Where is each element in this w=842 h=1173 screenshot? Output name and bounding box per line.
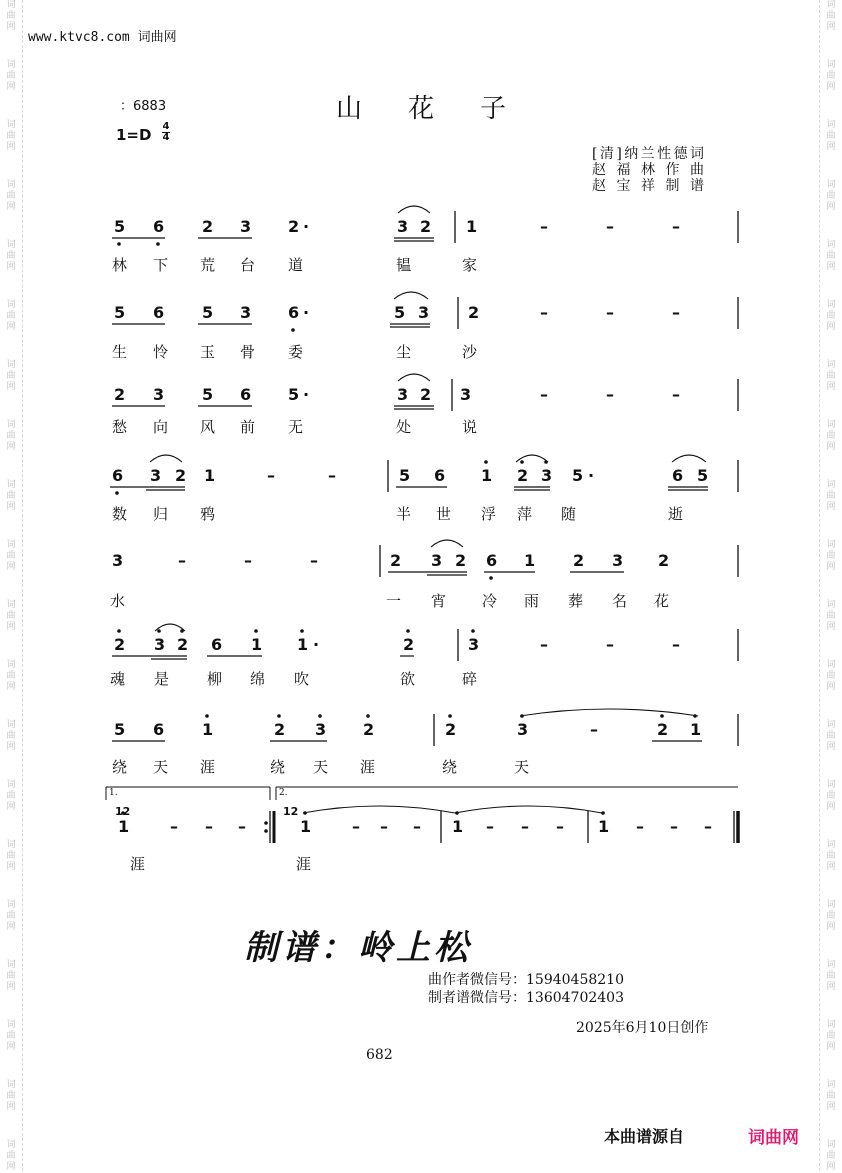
jianpu-note: – bbox=[310, 551, 318, 570]
jianpu-note: 1 bbox=[118, 817, 130, 836]
watermark-text: 词 曲 网 bbox=[826, 420, 836, 452]
lyric-char: 萍 bbox=[517, 505, 533, 523]
octave-dot bbox=[117, 242, 121, 246]
lyric-char: 沙 bbox=[462, 343, 478, 361]
jianpu-note: – bbox=[380, 817, 388, 836]
jianpu-note: 6 bbox=[486, 551, 498, 570]
jianpu-note: 5 bbox=[114, 303, 126, 322]
watermark-text: 词 曲 网 bbox=[826, 480, 836, 512]
lyric-char: 花 bbox=[654, 592, 670, 610]
watermark-text: 词 曲 网 bbox=[6, 180, 16, 212]
watermark-text: 词 曲 网 bbox=[826, 120, 836, 152]
watermark-text: 词 曲 网 bbox=[6, 480, 16, 512]
jianpu-note: – bbox=[205, 817, 213, 836]
jianpu-note: 5 bbox=[202, 385, 214, 404]
jianpu-note: 3 bbox=[612, 551, 624, 570]
jianpu-note: – bbox=[540, 385, 548, 404]
jianpu-note: 3 bbox=[240, 303, 252, 322]
octave-dot bbox=[264, 829, 268, 833]
jianpu-note: 5 bbox=[114, 217, 126, 236]
jianpu-note: 6 bbox=[211, 635, 223, 654]
lyric-char: 台 bbox=[240, 256, 256, 274]
jianpu-note: 1 bbox=[452, 817, 464, 836]
jianpu-note: 6 bbox=[112, 466, 124, 485]
octave-dot bbox=[448, 714, 452, 718]
jianpu-note: 3 bbox=[460, 385, 472, 404]
jianpu-note: 2 bbox=[403, 635, 415, 654]
octave-dot bbox=[318, 714, 322, 718]
brand-logo[interactable]: 词曲网 bbox=[748, 1128, 799, 1148]
song-title: 山花子 bbox=[335, 94, 552, 124]
watermark-text: 词 曲 网 bbox=[826, 960, 836, 992]
site-url[interactable]: www.ktvc8.com 词曲网 bbox=[28, 30, 177, 45]
watermark-text: 词 曲 网 bbox=[826, 1080, 836, 1112]
watermark-text: 词 曲 网 bbox=[826, 900, 836, 932]
watermark-text: 词 曲 网 bbox=[6, 780, 16, 812]
watermark-text: 词 曲 网 bbox=[6, 1140, 16, 1172]
lyric-char: 无 bbox=[288, 418, 304, 436]
lyric-char: 绕 bbox=[442, 758, 458, 776]
watermark-text: 词 曲 网 bbox=[6, 300, 16, 332]
creation-date: 2025年6月10日创作 bbox=[576, 1020, 709, 1036]
octave-dot bbox=[300, 629, 304, 633]
lyric-char: 涯 bbox=[200, 758, 216, 776]
lyric-char: 韫 bbox=[396, 256, 412, 274]
lyric-char: 魂 bbox=[110, 670, 126, 688]
jianpu-note: – bbox=[170, 817, 178, 836]
song-code: ：6883 bbox=[120, 99, 167, 114]
lyric-char: 绵 bbox=[250, 670, 266, 688]
lyric-char: 名 bbox=[612, 592, 628, 610]
watermark-text: 词 曲 网 bbox=[826, 360, 836, 392]
watermark-text: 词 曲 网 bbox=[826, 660, 836, 692]
watermark-text: 词 曲 网 bbox=[826, 840, 836, 872]
lyric-char: 天 bbox=[514, 758, 530, 776]
watermark-text: 词 曲 网 bbox=[826, 0, 836, 32]
jianpu-note: 3 bbox=[153, 385, 165, 404]
jianpu-note: 2 bbox=[202, 217, 214, 236]
lyric-char: 欲 bbox=[400, 670, 416, 688]
jianpu-note: 2 bbox=[114, 385, 126, 404]
jianpu-note: 3 bbox=[397, 385, 409, 404]
jianpu-note: – bbox=[606, 303, 614, 322]
lyric-char: 愁 bbox=[112, 418, 128, 436]
jianpu-note: 5 bbox=[399, 466, 411, 485]
jianpu-note: 2 bbox=[420, 385, 432, 404]
lyric-char: 柳 bbox=[207, 670, 223, 688]
jianpu-note: 1 bbox=[297, 635, 309, 654]
jianpu-note: 3 bbox=[315, 720, 327, 739]
jianpu-note: 2 bbox=[177, 635, 189, 654]
octave-dot bbox=[489, 576, 493, 580]
jianpu-note: 2 bbox=[288, 217, 300, 236]
jianpu-note: · bbox=[303, 303, 310, 322]
jianpu-note: – bbox=[540, 303, 548, 322]
jianpu-note: 6 bbox=[434, 466, 446, 485]
octave-dot bbox=[520, 460, 524, 464]
watermark-text: 词 曲 网 bbox=[6, 240, 16, 272]
lyric-char: 委 bbox=[288, 343, 304, 361]
jianpu-note: – bbox=[238, 817, 246, 836]
watermark-text: 词 曲 网 bbox=[6, 600, 16, 632]
lyric-char: 处 bbox=[396, 418, 412, 436]
key-signature: 1=D bbox=[116, 126, 152, 144]
octave-dot bbox=[117, 629, 121, 633]
rhythm-mark: 12 bbox=[115, 805, 131, 818]
jianpu-note: 6 bbox=[240, 385, 252, 404]
jianpu-note: – bbox=[486, 817, 494, 836]
lyric-char: 荒 bbox=[200, 256, 216, 274]
watermark-text: 词 曲 网 bbox=[6, 960, 16, 992]
jianpu-note: 3 bbox=[240, 217, 252, 236]
lyric-char: 葬 bbox=[568, 592, 584, 610]
jianpu-note: 1 bbox=[204, 466, 216, 485]
jianpu-note: – bbox=[672, 635, 680, 654]
lyric-char: 林 bbox=[112, 256, 128, 274]
lyric-char: 骨 bbox=[240, 343, 256, 361]
slur bbox=[303, 806, 455, 813]
jianpu-note: 1 bbox=[524, 551, 536, 570]
jianpu-note: 1 bbox=[300, 817, 312, 836]
octave-dot bbox=[601, 811, 605, 815]
jianpu-note: – bbox=[606, 385, 614, 404]
lyric-char: 天 bbox=[153, 758, 169, 776]
jianpu-note: 1 bbox=[481, 466, 493, 485]
lyric-char: 绕 bbox=[112, 758, 128, 776]
jianpu-note: – bbox=[672, 385, 680, 404]
jianpu-note: · bbox=[313, 635, 320, 654]
watermark-text: 词 曲 网 bbox=[826, 1140, 836, 1172]
jianpu-note: 2 bbox=[445, 720, 457, 739]
watermark-text: 词 曲 网 bbox=[6, 420, 16, 452]
jianpu-note: – bbox=[704, 817, 712, 836]
time-signature: 4 4 bbox=[162, 121, 170, 143]
watermark-text: 词 曲 网 bbox=[6, 1020, 16, 1052]
jianpu-note: 3 bbox=[397, 217, 409, 236]
jianpu-note: 2 bbox=[175, 466, 187, 485]
jianpu-note: 1 bbox=[690, 720, 702, 739]
jianpu-note: 5 bbox=[114, 720, 126, 739]
jianpu-note: – bbox=[540, 217, 548, 236]
lyric-char: 宵 bbox=[431, 592, 447, 610]
composer: 赵福林作曲 bbox=[592, 162, 704, 178]
octave-dot bbox=[277, 714, 281, 718]
slur bbox=[150, 455, 182, 462]
volta-2: 2. bbox=[279, 788, 288, 798]
lyricist: [清]纳兰性德词 bbox=[592, 146, 704, 162]
watermark-text: 词 曲 网 bbox=[826, 60, 836, 92]
watermark-text: 词 曲 网 bbox=[6, 360, 16, 392]
watermark-text: 词 曲 网 bbox=[826, 720, 836, 752]
jianpu-note: 5 bbox=[394, 303, 406, 322]
watermark-text: 词 曲 网 bbox=[826, 540, 836, 572]
lyric-char: 一 bbox=[386, 592, 402, 610]
jianpu-note: 2 bbox=[390, 551, 402, 570]
lyric-char: 涯 bbox=[130, 855, 146, 873]
slur bbox=[398, 206, 430, 213]
jianpu-note: 5 bbox=[697, 466, 709, 485]
jianpu-note: 2 bbox=[517, 466, 529, 485]
watermark-text: 词 曲 网 bbox=[826, 300, 836, 332]
jianpu-note: 3 bbox=[517, 720, 529, 739]
lyric-char: 向 bbox=[153, 418, 169, 436]
octave-dot bbox=[366, 714, 370, 718]
jianpu-note: · bbox=[303, 385, 310, 404]
octave-dot bbox=[660, 714, 664, 718]
jianpu-note: 3 bbox=[468, 635, 480, 654]
jianpu-note: 3 bbox=[541, 466, 553, 485]
octave-dot bbox=[157, 629, 161, 633]
jianpu-note: · bbox=[303, 217, 310, 236]
slur bbox=[672, 455, 706, 462]
slur bbox=[394, 292, 428, 299]
jianpu-note: – bbox=[606, 217, 614, 236]
jianpu-note: – bbox=[670, 817, 678, 836]
octave-dot bbox=[264, 821, 268, 825]
jianpu-note: – bbox=[540, 635, 548, 654]
jianpu-note: 1 bbox=[598, 817, 610, 836]
jianpu-note: – bbox=[556, 817, 564, 836]
jianpu-note: 6 bbox=[153, 217, 165, 236]
lyric-char: 道 bbox=[288, 256, 304, 274]
octave-dot bbox=[520, 714, 524, 718]
maker-signature: 制谱：岭上松 bbox=[244, 928, 472, 968]
lyric-char: 是 bbox=[154, 670, 170, 688]
octave-dot bbox=[303, 811, 307, 815]
lyric-char: 生 bbox=[112, 343, 128, 361]
lyric-char: 下 bbox=[153, 256, 169, 274]
watermark-text: 词 曲 网 bbox=[826, 240, 836, 272]
jianpu-note: 1 bbox=[202, 720, 214, 739]
lyric-char: 前 bbox=[240, 418, 256, 436]
arranger: 赵宝祥制谱 bbox=[592, 178, 704, 194]
octave-dot bbox=[693, 714, 697, 718]
octave-dot bbox=[406, 629, 410, 633]
lyric-char: 吹 bbox=[294, 670, 310, 688]
octave-dot bbox=[291, 328, 295, 332]
jianpu-note: 6 bbox=[153, 303, 165, 322]
lyric-char: 涯 bbox=[360, 758, 376, 776]
watermark-text: 词 曲 网 bbox=[6, 1080, 16, 1112]
jianpu-note: – bbox=[521, 817, 529, 836]
lyric-char: 说 bbox=[462, 418, 478, 436]
octave-dot bbox=[180, 629, 184, 633]
jianpu-note: 2 bbox=[455, 551, 467, 570]
lyric-char: 冷 bbox=[482, 592, 498, 610]
octave-dot bbox=[115, 491, 119, 495]
jianpu-note: 5 bbox=[202, 303, 214, 322]
lyric-char: 归 bbox=[153, 505, 169, 523]
jianpu-note: 2 bbox=[420, 217, 432, 236]
jianpu-note: 2 bbox=[658, 551, 670, 570]
lyric-char: 世 bbox=[436, 505, 452, 523]
jianpu-note: 6 bbox=[288, 303, 300, 322]
octave-dot bbox=[254, 629, 258, 633]
lyric-char: 尘 bbox=[396, 343, 412, 361]
watermark-text: 词 曲 网 bbox=[6, 540, 16, 572]
jianpu-note: – bbox=[352, 817, 360, 836]
watermark-text: 词 曲 网 bbox=[6, 0, 16, 32]
jianpu-note: – bbox=[672, 303, 680, 322]
watermark-text: 词 曲 网 bbox=[826, 780, 836, 812]
jianpu-note: – bbox=[636, 817, 644, 836]
jianpu-note: 2 bbox=[363, 720, 375, 739]
jianpu-note: – bbox=[244, 551, 252, 570]
jianpu-note: 5 bbox=[572, 466, 584, 485]
jianpu-note: 3 bbox=[150, 466, 162, 485]
page-number: 682 bbox=[366, 1047, 393, 1063]
jianpu-note: – bbox=[328, 466, 336, 485]
jianpu-note: 1 bbox=[251, 635, 263, 654]
slur bbox=[520, 709, 698, 716]
jianpu-note: – bbox=[606, 635, 614, 654]
octave-dot bbox=[205, 714, 209, 718]
octave-dot bbox=[484, 460, 488, 464]
slur bbox=[398, 374, 430, 381]
lyric-char: 随 bbox=[561, 505, 577, 523]
jianpu-note: 2 bbox=[274, 720, 286, 739]
watermark-text: 词 曲 网 bbox=[6, 60, 16, 92]
jianpu-note: 2 bbox=[114, 635, 126, 654]
volta-1: 1. bbox=[109, 788, 118, 798]
jianpu-note: – bbox=[672, 217, 680, 236]
lyric-char: 雨 bbox=[524, 592, 540, 610]
jianpu-note: – bbox=[178, 551, 186, 570]
jianpu-note: 1 bbox=[466, 217, 478, 236]
lyric-char: 天 bbox=[313, 758, 329, 776]
lyric-char: 数 bbox=[112, 505, 128, 523]
rhythm-mark: 12 bbox=[283, 805, 299, 818]
lyric-char: 玉 bbox=[200, 343, 216, 361]
jianpu-note: 2 bbox=[468, 303, 480, 322]
lyric-char: 家 bbox=[462, 256, 478, 274]
lyric-char: 鸦 bbox=[200, 505, 216, 523]
jianpu-note: 3 bbox=[431, 551, 443, 570]
jianpu-note: · bbox=[588, 466, 595, 485]
maker-wechat: 制者谱微信号：13604702403 bbox=[428, 990, 624, 1006]
source-label: 本曲谱源自 bbox=[604, 1127, 685, 1146]
lyric-char: 怜 bbox=[153, 343, 169, 361]
jianpu-note: 2 bbox=[573, 551, 585, 570]
watermark-text: 词 曲 网 bbox=[6, 660, 16, 692]
lyric-char: 涯 bbox=[296, 855, 312, 873]
jianpu-note: 3 bbox=[418, 303, 430, 322]
jianpu-note: 5 bbox=[288, 385, 300, 404]
watermark-text: 词 曲 网 bbox=[6, 900, 16, 932]
watermark-text: 词 曲 网 bbox=[826, 180, 836, 212]
lyric-char: 风 bbox=[200, 418, 216, 436]
watermark-text: 词 曲 网 bbox=[6, 120, 16, 152]
octave-dot bbox=[156, 242, 160, 246]
jianpu-note: 3 bbox=[154, 635, 166, 654]
slur bbox=[431, 540, 463, 547]
jianpu-note: 6 bbox=[153, 720, 165, 739]
jianpu-note: 3 bbox=[112, 551, 124, 570]
lyric-char: 逝 bbox=[668, 505, 684, 523]
lyric-char: 半 bbox=[396, 505, 412, 523]
lyric-char: 水 bbox=[110, 592, 126, 610]
jianpu-note: 2 bbox=[657, 720, 669, 739]
watermark-text: 词 曲 网 bbox=[826, 600, 836, 632]
lyric-char: 碎 bbox=[462, 670, 478, 688]
octave-dot bbox=[471, 629, 475, 633]
watermark-text: 词 曲 网 bbox=[6, 720, 16, 752]
octave-dot bbox=[544, 460, 548, 464]
jianpu-note: – bbox=[267, 466, 275, 485]
jianpu-note: 6 bbox=[672, 466, 684, 485]
lyric-char: 浮 bbox=[481, 505, 497, 523]
watermark-text: 词 曲 网 bbox=[826, 1020, 836, 1052]
slur bbox=[455, 806, 602, 813]
jianpu-note: – bbox=[590, 720, 598, 739]
lyric-char: 绕 bbox=[270, 758, 286, 776]
octave-dot bbox=[455, 811, 459, 815]
composer-wechat: 曲作者微信号：15940458210 bbox=[428, 972, 624, 988]
watermark-text: 词 曲 网 bbox=[6, 840, 16, 872]
jianpu-note: – bbox=[413, 817, 421, 836]
